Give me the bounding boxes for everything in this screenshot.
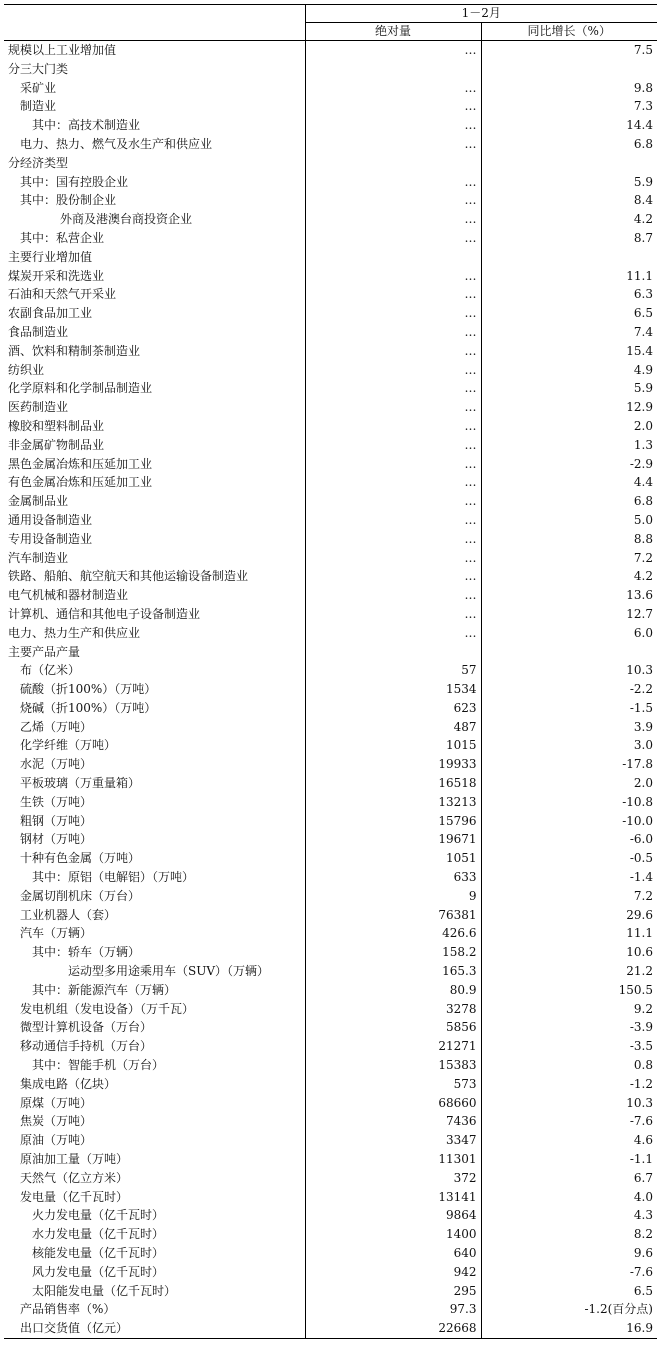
absolute-value-cell: … [305,567,481,586]
absolute-value-cell: 13141 [305,1188,481,1207]
yoy-growth-cell: 3.9 [481,718,657,737]
absolute-value-cell [305,60,481,79]
absolute-value-cell: 3278 [305,1000,481,1019]
yoy-growth-cell: 14.4 [481,116,657,135]
row-label: 硫酸（折100%）（万吨） [20,682,157,697]
row-label: 医药制造业 [8,400,69,415]
absolute-value-cell: 295 [305,1282,481,1301]
row-label: 电力、热力、燃气及水生产和供应业 [20,136,213,151]
table-row [4,1244,657,1263]
absolute-value-cell: 9 [305,887,481,906]
row-label: 煤炭开采和洗选业 [8,268,105,283]
absolute-value-cell: 80.9 [305,981,481,1000]
absolute-value-cell: 3347 [305,1131,481,1150]
table-row [4,342,657,361]
yoy-growth-cell: -3.5 [481,1037,657,1056]
absolute-value-cell: … [305,285,481,304]
row-label: 运动型多用途乘用车（SUV）（万辆） [68,964,270,979]
table-row [4,248,657,267]
row-label: 烧碱（折100%）（万吨） [20,700,157,715]
table-row [4,736,657,755]
table-row [4,981,657,1000]
row-label: 微型计算机设备（万台） [20,1020,153,1035]
table-row [4,567,657,586]
absolute-value-cell [305,248,481,267]
table-row [4,1225,657,1244]
row-label: 铁路、船舶、航空航天和其他运输设备制造业 [8,569,249,584]
yoy-growth-cell: -7.6 [481,1112,657,1131]
yoy-growth-cell: 11.1 [481,924,657,943]
row-label: 移动通信手持机（万台） [20,1039,153,1054]
yoy-growth-cell: -0.5 [481,849,657,868]
row-label: 制造业 [20,99,57,114]
row-label: 粗钢（万吨） [20,813,93,828]
yoy-growth-cell: 6.7 [481,1169,657,1188]
yoy-growth-cell: 0.8 [481,1056,657,1075]
yoy-growth-cell: -1.5 [481,699,657,718]
yoy-growth-cell: -2.9 [481,455,657,474]
industrial-statistics-table [4,4,657,1339]
table-row [4,191,657,210]
row-label: 石油和天然气开采业 [8,287,117,302]
table-row [4,774,657,793]
absolute-value-cell: 942 [305,1263,481,1282]
yoy-growth-cell: -1.1 [481,1150,657,1169]
yoy-growth-cell: 4.2 [481,210,657,229]
absolute-value-cell: … [305,436,481,455]
yoy-growth-cell: 4.3 [481,1206,657,1225]
yoy-growth-cell: 1.3 [481,436,657,455]
row-label: 水力发电量（亿千瓦时） [32,1227,165,1242]
table-row [4,1150,657,1169]
table-row [4,229,657,248]
yoy-growth-cell [481,643,657,662]
yoy-growth-cell: -10.8 [481,793,657,812]
table-row [4,116,657,135]
yoy-growth-cell: 16.9 [481,1319,657,1338]
yoy-growth-cell [481,248,657,267]
absolute-value-cell: … [305,549,481,568]
row-label: 计算机、通信和其他电子设备制造业 [8,606,201,621]
absolute-value-cell: … [305,173,481,192]
absolute-value-cell: 7436 [305,1112,481,1131]
row-label: 分经济类型 [8,155,69,170]
row-label: 产品销售率（%） [20,1302,116,1317]
absolute-value-cell: 1015 [305,736,481,755]
row-label: 电气机械和器材制造业 [8,588,129,603]
yoy-growth-cell: -7.6 [481,1263,657,1282]
absolute-value-cell: 426.6 [305,924,481,943]
absolute-value-cell: … [305,41,481,60]
absolute-value-cell: … [305,473,481,492]
absolute-value-cell: 1051 [305,849,481,868]
yoy-growth-cell [481,60,657,79]
table-row [4,849,657,868]
row-label: 通用设备制造业 [8,512,93,527]
yoy-growth-cell: -1.2(百分点) [481,1300,657,1319]
table-row [4,1282,657,1301]
absolute-value-cell: 13213 [305,793,481,812]
absolute-value-cell: … [305,455,481,474]
table-row [4,906,657,925]
absolute-value-cell: 97.3 [305,1300,481,1319]
absolute-value-cell: … [305,398,481,417]
row-label: 外商及港澳台商投资企业 [60,212,193,227]
table-row [4,1000,657,1019]
row-label: 乙烯（万吨） [20,719,93,734]
absolute-value-cell: 640 [305,1244,481,1263]
header-corner [4,5,305,23]
absolute-value-cell: … [305,135,481,154]
absolute-value-cell: 76381 [305,906,481,925]
table-row [4,661,657,680]
absolute-value-cell: 15796 [305,812,481,831]
yoy-growth-cell: 3.0 [481,736,657,755]
yoy-growth-cell: 7.4 [481,323,657,342]
yoy-growth-cell: 11.1 [481,267,657,286]
table-row [4,473,657,492]
yoy-growth-cell: 21.2 [481,962,657,981]
row-label: 其中：国有控股企业 [20,174,129,189]
yoy-growth-cell: 4.0 [481,1188,657,1207]
yoy-growth-cell: 5.0 [481,511,657,530]
row-label: 食品制造业 [8,324,69,339]
absolute-value-cell: … [305,342,481,361]
yoy-growth-cell: 9.8 [481,79,657,98]
yoy-growth-cell: -10.0 [481,812,657,831]
row-label: 橡胶和塑料制品业 [8,418,105,433]
table-row [4,812,657,831]
row-label: 发电机组（发电设备）（万千瓦） [20,1001,195,1016]
row-label: 原油加工量（万吨） [20,1152,129,1167]
yoy-growth-cell: 7.5 [481,41,657,60]
table-row [4,79,657,98]
period-header: 1－2月 [305,5,657,23]
table-row [4,1037,657,1056]
row-label: 其中：原铝（电解铝）（万吨） [32,870,195,885]
yoy-growth-cell: -2.2 [481,680,657,699]
row-label: 水泥（万吨） [20,757,93,772]
row-label: 生铁（万吨） [20,794,93,809]
absolute-value-cell: 5856 [305,1018,481,1037]
table-row [4,267,657,286]
row-label: 核能发电量（亿千瓦时） [32,1246,165,1260]
absolute-value-cell: 9864 [305,1206,481,1225]
table-row [4,924,657,943]
absolute-value-cell: … [305,116,481,135]
table-row [4,97,657,116]
table-row [4,1056,657,1075]
yoy-growth-cell: -17.8 [481,755,657,774]
absolute-value-cell: … [305,267,481,286]
table-row [4,962,657,981]
row-label: 黑色金属冶炼和压延加工业 [8,456,153,471]
table-row [4,680,657,699]
absolute-value-cell: … [305,229,481,248]
table-row [4,1112,657,1131]
row-label: 火力发电量（亿千瓦时） [32,1208,165,1223]
absolute-value-cell: 372 [305,1169,481,1188]
row-label: 化学原料和化学制品制造业 [8,381,153,396]
absolute-value-cell: … [305,361,481,380]
row-label: 汽车（万辆） [20,926,93,941]
table-row [4,511,657,530]
absolute-value-cell: … [305,323,481,342]
row-label: 非金属矿物制品业 [8,437,105,452]
row-label: 工业机器人（套） [20,907,117,922]
absolute-value-cell: … [305,379,481,398]
table-row [4,60,657,79]
absolute-value-cell: … [305,530,481,549]
yoy-growth-cell: 6.3 [481,285,657,304]
row-label: 分三大门类 [8,61,69,76]
table-row [4,699,657,718]
yoy-growth-cell: 6.0 [481,624,657,643]
absolute-value-cell: 19933 [305,755,481,774]
absolute-value-cell: … [305,605,481,624]
table-row [4,830,657,849]
absolute-value-cell: 1534 [305,680,481,699]
table-row [4,530,657,549]
yoy-growth-cell: 10.3 [481,1094,657,1113]
table-row [4,868,657,887]
header-columns-row [4,23,657,41]
row-label: 金属切削机床（万台） [20,888,141,903]
yoy-growth-cell: 15.4 [481,342,657,361]
yoy-growth-cell: 7.2 [481,887,657,906]
yoy-growth-header: 同比增长（%） [481,23,657,41]
row-label: 纺织业 [8,362,45,377]
table-row [4,1188,657,1207]
yoy-growth-cell: 9.6 [481,1244,657,1263]
absolute-value-cell: … [305,304,481,323]
row-label: 酒、饮料和精制茶制造业 [8,343,141,358]
absolute-value-cell: … [305,624,481,643]
table-row [4,1075,657,1094]
yoy-growth-cell: 9.2 [481,1000,657,1019]
row-label: 农副食品加工业 [8,306,93,321]
row-label: 平板玻璃（万重量箱） [20,776,141,791]
row-label: 天然气（亿立方米） [20,1170,129,1185]
row-label: 其中：新能源汽车（万辆） [32,982,177,997]
yoy-growth-cell: -1.2 [481,1075,657,1094]
row-label: 其中：股份制企业 [20,193,117,208]
yoy-growth-cell: 5.9 [481,173,657,192]
row-label: 其中：私营企业 [20,230,105,245]
row-label: 其中：轿车（万辆） [32,945,141,960]
table-row [4,379,657,398]
yoy-growth-cell: 150.5 [481,981,657,1000]
table-row [4,943,657,962]
row-label: 钢材（万吨） [20,832,93,847]
absolute-value-cell: 11301 [305,1150,481,1169]
absolute-value-cell: 165.3 [305,962,481,981]
table-row [4,1206,657,1225]
absolute-value-cell: … [305,492,481,511]
table-row [4,1300,657,1319]
absolute-value-cell [305,643,481,662]
table-row [4,1263,657,1282]
table-row [4,210,657,229]
row-label: 其中：高技术制造业 [32,118,141,133]
yoy-growth-cell: 10.6 [481,943,657,962]
yoy-growth-cell: 12.9 [481,398,657,417]
absolute-value-cell: 15383 [305,1056,481,1075]
table-row [4,1018,657,1037]
absolute-value-cell: 158.2 [305,943,481,962]
table-row [4,586,657,605]
absolute-value-cell: 16518 [305,774,481,793]
row-label: 原煤（万吨） [20,1095,93,1110]
yoy-growth-cell: 13.6 [481,586,657,605]
row-label: 主要行业增加值 [8,249,93,264]
table-row [4,624,657,643]
row-label: 太阳能发电量（亿千瓦时） [32,1283,177,1298]
row-label: 其中：智能手机（万台） [32,1058,165,1073]
table-row [4,1319,657,1338]
yoy-growth-cell: 29.6 [481,906,657,925]
absolute-value-cell: 1400 [305,1225,481,1244]
row-label: 风力发电量（亿千瓦时） [32,1264,165,1279]
row-label: 布（亿米） [20,663,81,678]
absolute-value-cell: … [305,417,481,436]
row-label: 电力、热力生产和供应业 [8,625,141,640]
table-row [4,398,657,417]
row-label: 出口交货值（亿元） [4,1319,305,1338]
row-label: 化学纤维（万吨） [20,738,117,753]
table-row [4,492,657,511]
table-row [4,887,657,906]
yoy-growth-cell: 8.8 [481,530,657,549]
absolute-value-cell: … [305,586,481,605]
absolute-value-cell: 623 [305,699,481,718]
table-row [4,361,657,380]
table-row [4,1169,657,1188]
row-label: 发电量（亿千瓦时） [20,1189,129,1204]
yoy-growth-cell: 6.5 [481,1282,657,1301]
row-label: 原油（万吨） [20,1133,93,1148]
absolute-value-cell: 573 [305,1075,481,1094]
yoy-growth-cell: 12.7 [481,605,657,624]
table-row [4,643,657,662]
yoy-growth-cell: 2.0 [481,417,657,436]
row-label: 集成电路（亿块） [20,1076,117,1091]
absolute-value-cell: … [305,191,481,210]
absolute-value-cell [305,154,481,173]
row-label: 十种有色金属（万吨） [20,851,141,866]
table-row [4,285,657,304]
absolute-value-cell: 22668 [305,1319,481,1338]
row-label: 规模以上工业增加值 [8,43,117,57]
row-label: 汽车制造业 [8,550,69,565]
row-label: 有色金属冶炼和压延加工业 [8,475,153,490]
table-row [4,173,657,192]
yoy-growth-cell: 6.8 [481,135,657,154]
table-row [4,755,657,774]
table-row [4,1094,657,1113]
table-row [4,1131,657,1150]
absolute-value-header: 绝对量 [305,23,481,41]
absolute-value-cell: 633 [305,868,481,887]
absolute-value-cell: 21271 [305,1037,481,1056]
yoy-growth-cell: 6.5 [481,304,657,323]
yoy-growth-cell: 8.7 [481,229,657,248]
yoy-growth-cell: 7.3 [481,97,657,116]
absolute-value-cell: … [305,210,481,229]
row-label: 金属制品业 [8,494,69,509]
yoy-growth-cell: -6.0 [481,830,657,849]
table-row [4,41,657,60]
table-row [4,549,657,568]
table-row [4,436,657,455]
row-label: 主要产品产量 [8,644,81,659]
absolute-value-cell: 487 [305,718,481,737]
absolute-value-cell: … [305,97,481,116]
yoy-growth-cell: 7.2 [481,549,657,568]
yoy-growth-cell: 4.9 [481,361,657,380]
table-row [4,135,657,154]
table-row [4,304,657,323]
table-body [4,41,657,1339]
row-label: 专用设备制造业 [8,531,93,546]
yoy-growth-cell: 5.9 [481,379,657,398]
yoy-growth-cell: 8.4 [481,191,657,210]
table-row [4,417,657,436]
yoy-growth-cell: 4.6 [481,1131,657,1150]
yoy-growth-cell: -3.9 [481,1018,657,1037]
yoy-growth-cell: 4.4 [481,473,657,492]
yoy-growth-cell: -1.4 [481,868,657,887]
absolute-value-cell: … [305,511,481,530]
yoy-growth-cell: 8.2 [481,1225,657,1244]
absolute-value-cell: 57 [305,661,481,680]
absolute-value-cell: … [305,79,481,98]
yoy-growth-cell [481,154,657,173]
yoy-growth-cell: 6.8 [481,492,657,511]
table-row [4,323,657,342]
table-row [4,793,657,812]
absolute-value-cell: 68660 [305,1094,481,1113]
yoy-growth-cell: 10.3 [481,661,657,680]
absolute-value-cell: 19671 [305,830,481,849]
yoy-growth-cell: 4.2 [481,567,657,586]
table-row [4,718,657,737]
table-row [4,455,657,474]
yoy-growth-cell: 2.0 [481,774,657,793]
row-label: 焦炭（万吨） [20,1114,93,1129]
header-label-blank [4,23,305,41]
table-row [4,605,657,624]
row-label: 采矿业 [20,80,57,95]
table-row [4,154,657,173]
header-period-row [4,5,657,23]
